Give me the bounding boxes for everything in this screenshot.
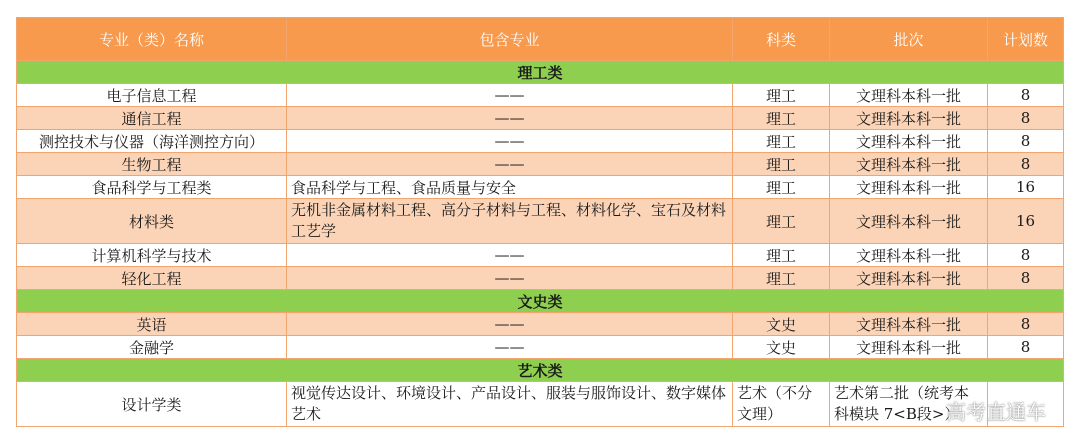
major-name: 电子信息工程 <box>17 84 287 107</box>
major-name: 通信工程 <box>17 107 287 130</box>
plan-count: 8 <box>988 130 1064 153</box>
major-name: 英语 <box>17 313 287 336</box>
included-majors: —— <box>287 313 733 336</box>
major-name: 金融学 <box>17 336 287 359</box>
plan-count: 8 <box>988 153 1064 176</box>
batch: 文理科本科一批 <box>830 336 988 359</box>
table-row <box>17 107 1064 130</box>
category: 文史 <box>733 336 830 359</box>
section-title: 文史类 <box>17 290 1064 313</box>
included-majors: —— <box>287 336 733 359</box>
table-row <box>17 313 1064 336</box>
major-name: 计算机科学与技术 <box>17 244 287 267</box>
batch: 文理科本科一批 <box>830 107 988 130</box>
section-title: 理工类 <box>17 61 1064 84</box>
table-row <box>17 176 1064 199</box>
category: 理工 <box>733 244 830 267</box>
major-name: 轻化工程 <box>17 267 287 290</box>
category: 文史 <box>733 313 830 336</box>
section-row-arts <box>17 359 1064 382</box>
included-majors: —— <box>287 244 733 267</box>
header-major-name: 专业（类）名称 <box>17 18 287 61</box>
table-row <box>17 199 1064 244</box>
batch: 文理科本科一批 <box>830 84 988 107</box>
table-row <box>17 130 1064 153</box>
major-name: 测控技术与仪器（海洋测控方向） <box>17 130 287 153</box>
watermark-text: 高考直通车 <box>946 400 1046 424</box>
included-majors: —— <box>287 107 733 130</box>
plan-count: 8 <box>988 267 1064 290</box>
included-majors: —— <box>287 153 733 176</box>
major-name: 食品科学与工程类 <box>17 176 287 199</box>
plan-count: 8 <box>988 84 1064 107</box>
category: 艺术（不分文理） <box>733 382 830 427</box>
batch: 文理科本科一批 <box>830 244 988 267</box>
table-row <box>17 244 1064 267</box>
category: 理工 <box>733 267 830 290</box>
batch: 文理科本科一批 <box>830 153 988 176</box>
plan-count: 8 <box>988 107 1064 130</box>
header-plan-count: 计划数 <box>988 18 1064 61</box>
table-row <box>17 336 1064 359</box>
category: 理工 <box>733 130 830 153</box>
batch: 文理科本科一批 <box>830 267 988 290</box>
section-row-humanities <box>17 290 1064 313</box>
table-row <box>17 84 1064 107</box>
table-row <box>17 382 1064 427</box>
header-included-majors: 包含专业 <box>287 18 733 61</box>
included-majors: 视觉传达设计、环境设计、产品设计、服装与服饰设计、数字媒体艺术 <box>287 382 733 427</box>
table-row <box>17 153 1064 176</box>
header-category: 科类 <box>733 18 830 61</box>
included-majors: 食品科学与工程、食品质量与安全 <box>287 176 733 199</box>
header-batch: 批次 <box>830 18 988 61</box>
major-name: 材料类 <box>17 199 287 244</box>
included-majors: —— <box>287 84 733 107</box>
major-name: 生物工程 <box>17 153 287 176</box>
category: 理工 <box>733 84 830 107</box>
section-row-science <box>17 61 1064 84</box>
category: 理工 <box>733 199 830 244</box>
batch: 文理科本科一批 <box>830 313 988 336</box>
plan-count: 16 <box>988 176 1064 199</box>
batch: 艺术第二批（统考本科模块 7<B段>） <box>830 382 988 427</box>
table-header-row <box>17 18 1064 61</box>
table-row <box>17 267 1064 290</box>
included-majors: —— <box>287 267 733 290</box>
major-name: 设计学类 <box>17 382 287 427</box>
plan-count: 8 <box>988 313 1064 336</box>
batch: 文理科本科一批 <box>830 199 988 244</box>
category: 理工 <box>733 107 830 130</box>
category: 理工 <box>733 176 830 199</box>
batch: 文理科本科一批 <box>830 176 988 199</box>
included-majors: —— <box>287 130 733 153</box>
included-majors: 无机非金属材料工程、高分子材料与工程、材料化学、宝石及材料工艺学 <box>287 199 733 244</box>
enrollment-plan-table <box>16 17 1064 427</box>
batch: 文理科本科一批 <box>830 130 988 153</box>
category: 理工 <box>733 153 830 176</box>
plan-count: 8 <box>988 244 1064 267</box>
section-title: 艺术类 <box>17 359 1064 382</box>
plan-count: 8 <box>988 336 1064 359</box>
plan-count: 16 <box>988 199 1064 244</box>
